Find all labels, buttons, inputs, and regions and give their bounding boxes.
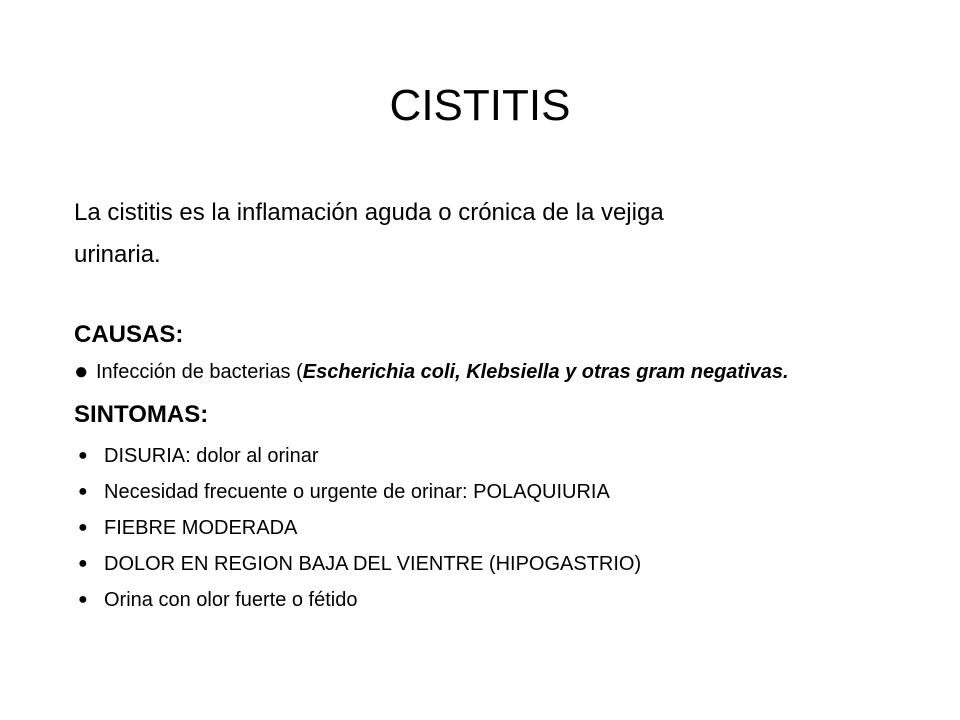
bullet-icon: ● bbox=[78, 447, 88, 464]
list-item bbox=[74, 546, 874, 582]
sintoma-text: DOLOR EN REGION BAJA DEL VIENTRE (HIPOGASTRIO) bbox=[104, 553, 642, 575]
slide-title: CISTITIS bbox=[389, 81, 571, 130]
slide-content bbox=[74, 192, 874, 618]
list-item bbox=[74, 360, 874, 384]
intro-text bbox=[74, 192, 874, 276]
sintoma-text: FIEBRE MODERADA bbox=[104, 517, 298, 539]
list-item bbox=[74, 474, 874, 510]
list-item bbox=[74, 438, 874, 474]
bullet-icon: ● bbox=[78, 483, 88, 500]
intro-line-2: urinaria. bbox=[74, 241, 161, 268]
causa-emphasis: Escherichia coli, Klebsiella y otras gram negativas. bbox=[302, 361, 789, 383]
causas-heading: CAUSAS: bbox=[74, 321, 184, 348]
sintoma-text: DISURIA: dolor al orinar bbox=[104, 445, 319, 467]
list-item bbox=[74, 510, 874, 546]
sintomas-list bbox=[74, 438, 874, 618]
causa-text: Infección de bacterias ( bbox=[96, 361, 303, 383]
sintoma-text: Necesidad frecuente o urgente de orinar: POLAQUIURIA bbox=[104, 481, 610, 503]
list-item bbox=[74, 582, 874, 618]
bullet-icon: ● bbox=[74, 358, 89, 385]
bullet-icon: ● bbox=[78, 519, 88, 536]
bullet-icon: ● bbox=[78, 591, 88, 608]
sintomas-heading: SINTOMAS: bbox=[74, 401, 209, 428]
intro-line-1: La cistitis es la inflamación aguda o crónica de la vejiga bbox=[74, 199, 664, 226]
bullet-icon: ● bbox=[78, 555, 88, 572]
sintoma-text: Orina con olor fuerte o fétido bbox=[104, 589, 358, 611]
causas-list bbox=[74, 360, 874, 384]
